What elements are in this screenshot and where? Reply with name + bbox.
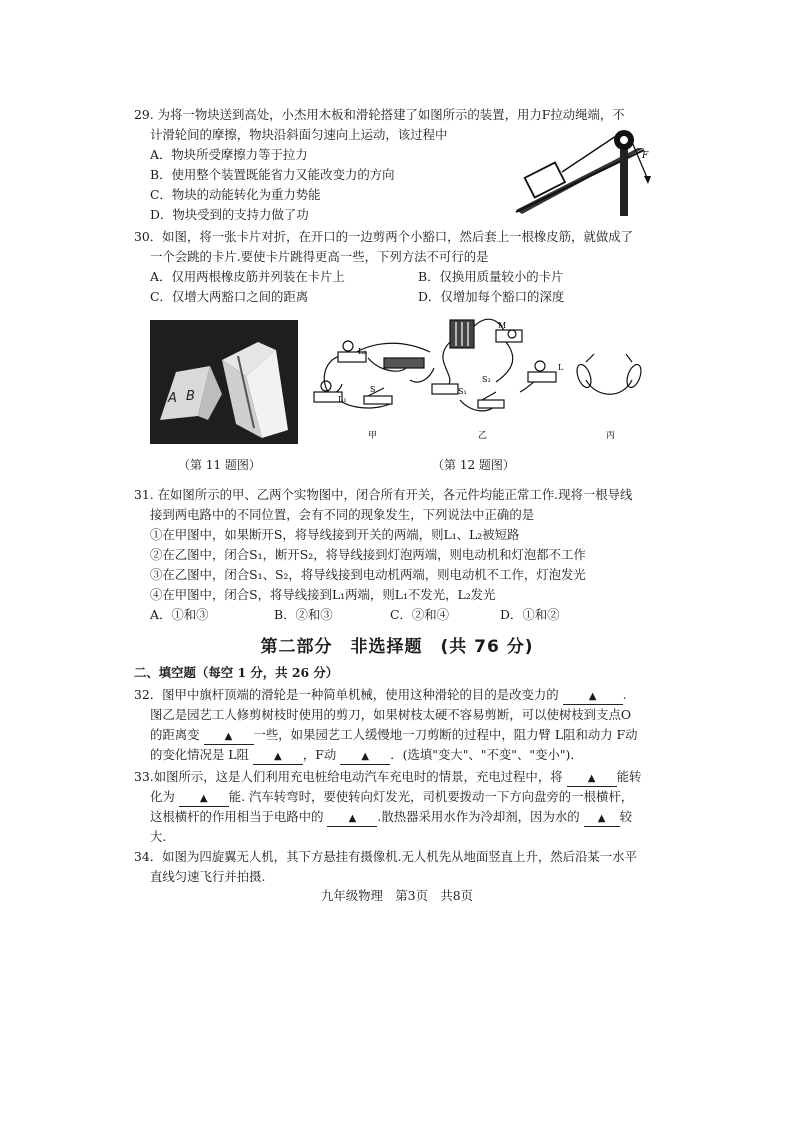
circuit-figure xyxy=(310,312,656,442)
answer-blank[interactable]: ▲ xyxy=(204,730,254,745)
q32-line1: 32．图甲中旗杆顶端的滑轮是一种简单机械，使用这种滑轮的目的是改变力的 ▲ . xyxy=(134,686,627,705)
label-l2: L₂ xyxy=(358,347,367,356)
q33-line2: 化为 ▲ 能. 汽车转弯时，要使转向灯发光，司机要拨动一下方向盘旁的一根横杆， xyxy=(150,788,633,807)
force-f-label: F xyxy=(642,151,649,161)
q30-option-b: B．仅换用质量较小的卡片 xyxy=(418,269,564,284)
label-s: S xyxy=(370,385,376,394)
q33-line4: 大. xyxy=(150,829,167,844)
q31-statement-2: ②在乙图中，闭合S₁，断开S₂，将导线接到灯泡两端，则电动机和灯泡都不工作 xyxy=(150,547,586,562)
q31-option-b: B．②和③ xyxy=(274,607,333,622)
q29-option-d: D．物块受到的支持力做了功 xyxy=(150,207,309,222)
q32-line3: 的距离变 ▲ 一些，如果园艺工人缓慢地一刀剪断的过程中，阻力臂 L阻和动力 F动 xyxy=(150,726,638,745)
label-l1: L₁ xyxy=(338,395,347,404)
incline-pulley-figure xyxy=(508,118,658,218)
q29-option-a: A．物块所受摩擦力等于拉力 xyxy=(150,147,308,162)
label-m: M xyxy=(498,321,507,330)
fill-section-heading: 二、填空题（每空 1 分，共 26 分） xyxy=(134,665,339,680)
q31-option-a: A．①和③ xyxy=(150,607,209,622)
q31-statement-4: ④在甲图中，闭合S，将导线接到L₁两端，则L₁不发光，L₂发光 xyxy=(150,587,496,602)
circuit-yi xyxy=(432,319,556,411)
answer-blank[interactable]: ▲ xyxy=(584,812,620,827)
label-s1: S₁ xyxy=(458,387,467,396)
q30-option-d: D．仅增加每个豁口的深度 xyxy=(418,289,565,304)
q29-stem-line1: 29. 为将一物块送到高处，小杰用木板和滑轮搭建了如图所示的装置，用力F拉动绳端，不 xyxy=(134,107,625,122)
label-bing: 丙 xyxy=(606,431,616,441)
card-photo-figure xyxy=(150,320,298,444)
q31-stem-line2: 接到两电路中的不同位置，会有不同的现象发生，下列说法中正确的是 xyxy=(150,507,535,522)
q34-line1: 34．如图为四旋翼无人机，其下方悬挂有摄像机.无人机先从地面竖直上升，然后沿某一水平 xyxy=(134,849,637,864)
label-yi: 乙 xyxy=(478,431,488,441)
answer-blank[interactable]: ▲ xyxy=(567,772,617,787)
q30-option-a: A．仅用两根橡皮筋并列装在卡片上 xyxy=(150,269,345,284)
q31-statement-3: ③在乙图中，闭合S₁、S₂，将导线接到电动机两端，则电动机不工作，灯泡发光 xyxy=(150,567,586,582)
q32-line4: 的变化情况是 L阻 ▲ ，F动 ▲ ．(选填"变大"、"不变"、"变小")． xyxy=(150,746,583,765)
q31-option-d: D．①和② xyxy=(500,607,560,622)
label-jia: 甲 xyxy=(368,431,378,441)
q29-option-b: B．使用整个装置既能省力又能改变力的方向 xyxy=(150,167,395,182)
q30-option-c: C．仅增大两豁口之间的距离 xyxy=(150,289,309,304)
circuit-bing xyxy=(574,354,643,394)
label-s2: S₂ xyxy=(482,375,491,384)
card-label-b: B xyxy=(186,389,195,404)
answer-blank[interactable]: ▲ xyxy=(327,812,377,827)
figure-12-caption: （第 12 题图） xyxy=(432,458,515,472)
q30-stem-line2: 一个会跳的卡片.要使卡片跳得更高一些，下列方法不可行的是 xyxy=(150,249,489,264)
page-footer: 九年级物理 第3页 共8页 xyxy=(320,888,474,903)
answer-blank[interactable]: ▲ xyxy=(179,792,229,807)
q29-option-c: C．物块的动能转化为重力势能 xyxy=(150,187,321,202)
section-title: 第二部分 非选择题 (共 76 分) xyxy=(260,637,534,657)
q33-line3: 这根横杆的作用相当于电路中的 ▲ .散热器采用水作为冷却剂，因为水的 ▲ 较 xyxy=(150,808,632,827)
label-l: L xyxy=(558,363,564,372)
q34-line2: 直线匀速飞行并拍摄. xyxy=(150,869,266,884)
answer-blank[interactable]: ▲ xyxy=(253,750,303,765)
q31-option-c: C．②和④ xyxy=(390,607,450,622)
q32-line2: 图乙是园艺工人修剪树枝时使用的剪刀，如果树枝太硬不容易剪断，可以使树枝到支点O xyxy=(150,707,632,722)
card-label-a: A xyxy=(168,391,177,406)
answer-blank[interactable]: ▲ xyxy=(340,750,390,765)
q31-stem-line1: 31. 在如图所示的甲、乙两个实物图中，闭合所有开关，各元件均能正常工作.现将一根导线 xyxy=(134,487,633,502)
q31-statement-1: ①在甲图中，如果断开S，将导线接到开关的两端，则L₁、L₂被短路 xyxy=(150,527,520,542)
q29-stem-line2: 计滑轮间的摩擦，物块沿斜面匀速向上运动，该过程中 xyxy=(150,127,448,142)
answer-blank[interactable]: ▲ xyxy=(563,690,623,705)
q30-stem-line1: 30．如图，将一张卡片对折，在开口的一边剪两个小豁口，然后套上一根橡皮筋，就做成了 xyxy=(134,229,634,244)
q33-line1: 33.如图所示，这是人们利用充电桩给电动汽车充电时的情景，充电过程中，将 ▲ 能转 xyxy=(134,768,641,787)
figure-11-caption: （第 11 题图） xyxy=(178,458,261,472)
circuit-jia xyxy=(314,341,434,408)
